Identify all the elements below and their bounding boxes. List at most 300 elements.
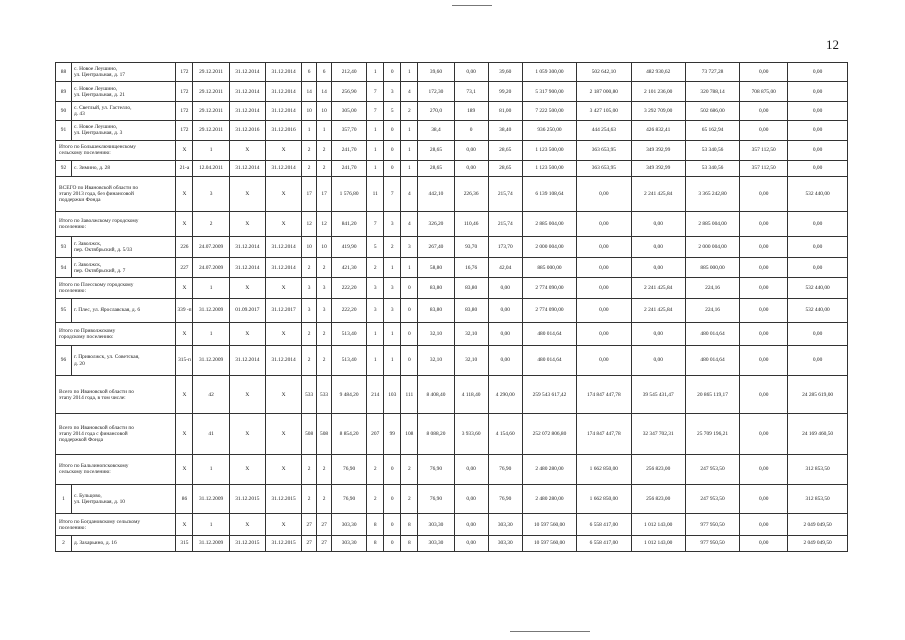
table-cell: 31.12.2014: [265, 161, 301, 177]
table-cell: 0,00: [577, 212, 631, 237]
table-cell: 0,00: [454, 514, 488, 536]
table-cell: 480 014,64: [685, 322, 739, 345]
table-cell: 3: [317, 298, 332, 322]
table-cell: 32,10: [454, 322, 488, 345]
table-cell: 3: [302, 298, 317, 322]
table-cell: 482 930,62: [631, 63, 685, 82]
table-cell: 189: [454, 101, 488, 120]
table-cell: 39 545 431,47: [631, 376, 685, 414]
table-cell: 10 597 560,00: [522, 514, 576, 536]
table-cell: 2 885 004,00: [685, 212, 739, 237]
table-cell: 3 933,60: [454, 414, 488, 455]
table-cell: 1: [317, 121, 332, 140]
table-cell: 31.12.2017: [265, 298, 301, 322]
table-row: [56, 257, 848, 278]
table-cell: 29.12.2011: [193, 101, 229, 120]
table-cell: 0,00: [788, 345, 848, 376]
table-cell: 31.12.2016: [265, 121, 301, 140]
table-cell: 3 427 105,00: [577, 101, 631, 120]
table-cell: 303,30: [488, 514, 522, 536]
table-cell: 533: [317, 376, 332, 414]
table-cell: 1 123 500,00: [522, 140, 576, 161]
address-cell: г. Приволжск, ул. Советская, д. 20: [71, 345, 175, 376]
table-cell: 1: [193, 455, 229, 485]
table-cell: 0,00: [740, 212, 788, 237]
table-cell: 0: [384, 140, 401, 161]
table-cell: 0,00: [740, 121, 788, 140]
table-cell: 83,80: [454, 298, 488, 322]
table-cell: 31.12.2015: [265, 535, 301, 551]
table-cell: 533: [302, 376, 317, 414]
table-cell: 0,00: [454, 63, 488, 82]
table-cell: 88: [56, 63, 72, 82]
table-cell: 0,00: [577, 322, 631, 345]
table-cell: 172,30: [418, 82, 454, 101]
table-cell: 2: [401, 455, 418, 485]
table-cell: 6: [317, 63, 332, 82]
table-cell: 2: [317, 345, 332, 376]
table-cell: 1: [384, 345, 401, 376]
table-cell: 3 292 709,00: [631, 101, 685, 120]
table-cell: 312 853,50: [788, 484, 848, 514]
table-cell: 1 012 143,00: [631, 514, 685, 536]
page-number: 12: [826, 37, 839, 52]
address-cell: с. Новое Леушино, ул. Центральная, д. 3: [71, 121, 175, 140]
table-cell: 3: [302, 278, 317, 299]
table-cell: 111: [401, 376, 418, 414]
table-cell: 0: [384, 535, 401, 551]
table-cell: 363 653,95: [577, 161, 631, 177]
table-cell: 31.12.2014: [265, 82, 301, 101]
table-cell: 320 788,14: [685, 82, 739, 101]
table-cell: 31.12.2014: [229, 82, 265, 101]
table-cell: 24 285 619,00: [788, 376, 848, 414]
table-cell: 303,30: [332, 535, 367, 551]
subtotal-label: ВСЕГО по Ивановской области по этапу 2013 года, без финансовой поддержки Фонда: [56, 176, 176, 211]
table-row: [56, 101, 848, 120]
table-cell: 2 000 004,00: [522, 237, 576, 258]
table-cell: 2: [317, 140, 332, 161]
table-cell: 207: [367, 414, 384, 455]
table-cell: 4: [401, 82, 418, 101]
subtotal-label: Итого по Богдановскому сельскому поселению:: [56, 514, 176, 536]
table-cell: 31.12.2016: [229, 121, 265, 140]
table-cell: 27: [302, 514, 317, 536]
table-cell: 442,10: [418, 176, 454, 211]
table-cell: 215,74: [488, 176, 522, 211]
table-cell: Х: [265, 376, 301, 414]
table-cell: 2 774 090,00: [522, 298, 576, 322]
subtotal-row: [56, 514, 848, 536]
table-cell: 0,00: [788, 212, 848, 237]
table-cell: 3: [193, 176, 229, 211]
table-cell: 3: [401, 237, 418, 258]
table-cell: 1: [401, 140, 418, 161]
table-cell: 1: [367, 345, 384, 376]
table-cell: Х: [176, 176, 193, 211]
table-cell: 94: [56, 257, 72, 278]
table-cell: Х: [229, 140, 265, 161]
table-cell: 2: [317, 322, 332, 345]
table-cell: 0,00: [631, 257, 685, 278]
table-cell: 10: [317, 237, 332, 258]
table-cell: Х: [176, 212, 193, 237]
table-cell: 4 118,40: [454, 376, 488, 414]
table-cell: 7: [367, 101, 384, 120]
table-cell: 92: [56, 161, 72, 177]
table-cell: 172: [176, 121, 193, 140]
table-cell: 5: [367, 237, 384, 258]
table-cell: 108: [401, 414, 418, 455]
table-cell: 0,00: [740, 535, 788, 551]
table-cell: 42,04: [488, 257, 522, 278]
table-cell: 421,30: [332, 257, 367, 278]
table-cell: 2: [302, 161, 317, 177]
table-cell: 91: [56, 121, 72, 140]
table-cell: 4 290,00: [488, 376, 522, 414]
table-cell: 2 000 004,00: [685, 237, 739, 258]
table-row: [56, 484, 848, 514]
table-cell: 3: [384, 82, 401, 101]
table-cell: 76,90: [418, 455, 454, 485]
table-cell: 7: [367, 212, 384, 237]
table-cell: 0: [384, 514, 401, 536]
table-cell: Х: [229, 514, 265, 536]
table-cell: 27: [317, 514, 332, 536]
table-cell: 532 440,00: [788, 176, 848, 211]
table-cell: 2 480 280,00: [522, 484, 576, 514]
table-cell: 28,65: [418, 140, 454, 161]
table-cell: 303,30: [488, 535, 522, 551]
table-cell: 532 440,00: [788, 278, 848, 299]
table-cell: 0,00: [788, 82, 848, 101]
table-cell: 11: [367, 176, 384, 211]
table-cell: 31.12.2014: [229, 63, 265, 82]
table-cell: Х: [229, 176, 265, 211]
table-cell: 89: [56, 82, 72, 101]
table-cell: 31.12.2014: [265, 257, 301, 278]
table-cell: 4: [401, 212, 418, 237]
table-cell: 32,10: [454, 345, 488, 376]
table-cell: 0,00: [740, 376, 788, 414]
table-cell: 76,90: [488, 484, 522, 514]
table-cell: 885 000,00: [685, 257, 739, 278]
table-cell: 6 139 108,64: [522, 176, 576, 211]
table-cell: 99: [384, 414, 401, 455]
table-cell: 28,65: [488, 140, 522, 161]
table-cell: 0: [384, 484, 401, 514]
table-cell: 31.12.2015: [265, 484, 301, 514]
address-cell: с. Светлый, ул. Гастелло, д. 43: [71, 101, 175, 120]
table-cell: 53 340,56: [685, 161, 739, 177]
table-row: [56, 121, 848, 140]
table-cell: 513,40: [332, 322, 367, 345]
table-cell: 2: [317, 484, 332, 514]
table-cell: 0,00: [577, 345, 631, 376]
table-cell: 214: [367, 376, 384, 414]
table-cell: 1: [302, 121, 317, 140]
table-cell: 252 072 806,80: [522, 414, 576, 455]
table-cell: 5 317 900,00: [522, 82, 576, 101]
table-cell: 315: [176, 535, 193, 551]
table-cell: 0,00: [454, 161, 488, 177]
table-cell: 508: [302, 414, 317, 455]
table-cell: 76,90: [332, 484, 367, 514]
table-cell: 1: [367, 322, 384, 345]
table-cell: 1: [401, 161, 418, 177]
table-cell: Х: [229, 322, 265, 345]
table-cell: 31.12.2009: [193, 535, 229, 551]
table-cell: 93: [56, 237, 72, 258]
table-cell: 2: [317, 161, 332, 177]
table-cell: Х: [176, 514, 193, 536]
table-cell: 0,00: [454, 140, 488, 161]
table-cell: 0: [401, 322, 418, 345]
table-cell: Х: [265, 212, 301, 237]
table-cell: 4: [401, 176, 418, 211]
table-cell: 17: [302, 176, 317, 211]
table-cell: 93,70: [454, 237, 488, 258]
table-cell: 76,90: [418, 484, 454, 514]
table-cell: 224,16: [685, 278, 739, 299]
table-cell: 0,00: [488, 298, 522, 322]
table-cell: Х: [176, 414, 193, 455]
table-row: [56, 298, 848, 322]
table-cell: 226: [176, 237, 193, 258]
table-cell: 0,00: [740, 514, 788, 536]
table-cell: 7 222 500,00: [522, 101, 576, 120]
table-row: [56, 345, 848, 376]
table-cell: 8: [367, 535, 384, 551]
table-cell: 0,00: [788, 121, 848, 140]
table-cell: 24.07.2009: [193, 257, 229, 278]
table-cell: 8 408,40: [418, 376, 454, 414]
table-cell: 12.04.2011: [193, 161, 229, 177]
table-cell: 2: [302, 455, 317, 485]
table-cell: 508: [317, 414, 332, 455]
table-cell: 419,90: [332, 237, 367, 258]
table-cell: 326,20: [418, 212, 454, 237]
table-cell: 01.09.2017: [229, 298, 265, 322]
table-cell: 2: [317, 455, 332, 485]
table-cell: 2 241 425,84: [631, 298, 685, 322]
table-cell: 0,00: [788, 257, 848, 278]
table-cell: 0,00: [631, 237, 685, 258]
table-cell: 38,40: [488, 121, 522, 140]
table-cell: Х: [265, 455, 301, 485]
table-cell: 21-а: [176, 161, 193, 177]
table-cell: 83,80: [418, 278, 454, 299]
table-cell: 357 112,50: [740, 140, 788, 161]
table-body: [56, 63, 848, 552]
subtotal-label: Итого по Приволжскому городскому поселению:: [56, 322, 176, 345]
subtotal-label: Итого по Бальзинопсковскому сельскому поселению:: [56, 455, 176, 485]
table-cell: 0,00: [740, 63, 788, 82]
table-cell: 27: [317, 535, 332, 551]
table-cell: 3: [367, 298, 384, 322]
table-cell: 20 865 119,17: [685, 376, 739, 414]
table-cell: 2 049 049,50: [788, 535, 848, 551]
table-cell: 5: [384, 101, 401, 120]
address-cell: г. Заволжск, пер. Октябрьский, д. 5/33: [71, 237, 175, 258]
table-cell: 532 440,00: [788, 298, 848, 322]
table-cell: 10 597 560,00: [522, 535, 576, 551]
table-cell: 444 254,63: [577, 121, 631, 140]
address-cell: г. Заволжск, пер. Октябрьский, д. 7: [71, 257, 175, 278]
table-cell: 31.12.2014: [265, 237, 301, 258]
subtotal-label: Итого по Плесскому городскому поселению:: [56, 278, 176, 299]
table-cell: 0,00: [788, 101, 848, 120]
table-cell: 73 727,28: [685, 63, 739, 82]
table-cell: 259 543 617,42: [522, 376, 576, 414]
table-cell: 4 154,60: [488, 414, 522, 455]
table-cell: 24.07.2009: [193, 237, 229, 258]
table-cell: 96: [56, 345, 72, 376]
table-cell: 0,00: [788, 322, 848, 345]
table-cell: 267,40: [418, 237, 454, 258]
table-cell: Х: [176, 278, 193, 299]
table-cell: 76,90: [332, 455, 367, 485]
table-cell: 708 875,00: [740, 82, 788, 101]
table-cell: 841,20: [332, 212, 367, 237]
table-cell: 73,1: [454, 82, 488, 101]
table-cell: 212,40: [332, 63, 367, 82]
table-cell: 2: [367, 257, 384, 278]
table-cell: 349 392,99: [631, 140, 685, 161]
subtotal-label: Всего по Ивановской области по этапу 2014 года с финансовой поддержкой Фонда: [56, 414, 176, 455]
table-cell: 227: [176, 257, 193, 278]
address-cell: с. Бульцово, ул. Центральная, д. 10: [71, 484, 175, 514]
table-cell: 0,00: [488, 278, 522, 299]
table-cell: 0: [454, 121, 488, 140]
table-cell: 31.12.2015: [229, 484, 265, 514]
table-cell: 172: [176, 101, 193, 120]
table-cell: Х: [176, 376, 193, 414]
table-cell: 39,60: [418, 63, 454, 82]
table-cell: 256 823,00: [631, 484, 685, 514]
table-cell: 28,65: [418, 161, 454, 177]
bottom-scan-mark: [510, 631, 590, 632]
subtotal-row: [56, 376, 848, 414]
table-cell: 247 953,50: [685, 484, 739, 514]
table-cell: 10: [302, 101, 317, 120]
table-cell: 24 169 460,50: [788, 414, 848, 455]
table-cell: 0,00: [788, 140, 848, 161]
table-cell: 2: [367, 455, 384, 485]
table-cell: 31.12.2009: [193, 298, 229, 322]
subtotal-label: Всего по Ивановской области по этапу 2014 года, в том числе:: [56, 376, 176, 414]
table-cell: Х: [229, 376, 265, 414]
table-cell: 977 950,50: [685, 535, 739, 551]
table-cell: 2: [384, 237, 401, 258]
table-cell: 0,00: [454, 535, 488, 551]
table-cell: 2: [302, 140, 317, 161]
table-cell: 502 642,10: [577, 63, 631, 82]
subtotal-row: [56, 322, 848, 345]
table-cell: 29.12.2011: [193, 63, 229, 82]
table-cell: 95: [56, 298, 72, 322]
table-cell: 1 123 500,00: [522, 161, 576, 177]
table-cell: 10: [317, 101, 332, 120]
table-cell: 305,00: [332, 101, 367, 120]
table-cell: 53 340,56: [685, 140, 739, 161]
table-cell: 215,74: [488, 212, 522, 237]
table-cell: 0,00: [454, 455, 488, 485]
table-cell: 3: [384, 278, 401, 299]
table-cell: 0: [384, 121, 401, 140]
table-cell: 303,30: [418, 535, 454, 551]
table-cell: 31.12.2014: [229, 345, 265, 376]
table-cell: 14: [317, 82, 332, 101]
address-cell: д. Захарьино, д. 16: [71, 535, 175, 551]
table-cell: 480 014,64: [685, 345, 739, 376]
table-cell: 224,16: [685, 298, 739, 322]
subtotal-row: [56, 414, 848, 455]
table-cell: Х: [229, 455, 265, 485]
table-cell: 2: [317, 257, 332, 278]
table-cell: 25 709 196,21: [685, 414, 739, 455]
subtotal-row: [56, 455, 848, 485]
table-cell: 0,00: [740, 414, 788, 455]
table-cell: 99,20: [488, 82, 522, 101]
table-cell: 222,20: [332, 298, 367, 322]
table-cell: 0,00: [740, 322, 788, 345]
table-cell: 2 885 004,00: [522, 212, 576, 237]
table-cell: 1: [384, 322, 401, 345]
table-cell: 241,70: [332, 140, 367, 161]
table-cell: 2 241 425,84: [631, 278, 685, 299]
table-cell: 256,90: [332, 82, 367, 101]
table-cell: 0,00: [488, 345, 522, 376]
table-cell: 9 484,20: [332, 376, 367, 414]
table-cell: 3: [384, 298, 401, 322]
table-cell: 39,60: [488, 63, 522, 82]
table-cell: 885 000,00: [522, 257, 576, 278]
table-cell: 2 101 236,00: [631, 82, 685, 101]
table-cell: 0,00: [740, 278, 788, 299]
table-cell: 32 347 702,31: [631, 414, 685, 455]
table-cell: 303,30: [332, 514, 367, 536]
table-cell: 2: [302, 257, 317, 278]
table-cell: 7: [384, 176, 401, 211]
table-cell: 1 012 143,00: [631, 535, 685, 551]
table-cell: 312 853,50: [788, 455, 848, 485]
table-cell: 0: [384, 161, 401, 177]
table-cell: 3: [384, 212, 401, 237]
table-cell: 41: [193, 414, 229, 455]
table-cell: Х: [229, 414, 265, 455]
table-cell: 2: [367, 484, 384, 514]
table-cell: 3 365 242,80: [685, 176, 739, 211]
table-cell: 0,00: [577, 176, 631, 211]
table-cell: 2: [302, 484, 317, 514]
subtotal-row: [56, 212, 848, 237]
table-cell: 8: [367, 514, 384, 536]
table-row: [56, 237, 848, 258]
table-cell: 3: [317, 278, 332, 299]
address-cell: с. Зимино, д. 28: [71, 161, 175, 177]
table-cell: 303,30: [418, 514, 454, 536]
table-cell: 31.12.2014: [229, 101, 265, 120]
table-cell: 1: [384, 257, 401, 278]
table-cell: 7: [367, 82, 384, 101]
table-cell: 357,70: [332, 121, 367, 140]
table-cell: 480 014,64: [522, 322, 576, 345]
table-cell: 0,00: [577, 278, 631, 299]
table-cell: 0,00: [788, 161, 848, 177]
table-cell: 2: [56, 535, 72, 551]
table-cell: 1: [193, 322, 229, 345]
